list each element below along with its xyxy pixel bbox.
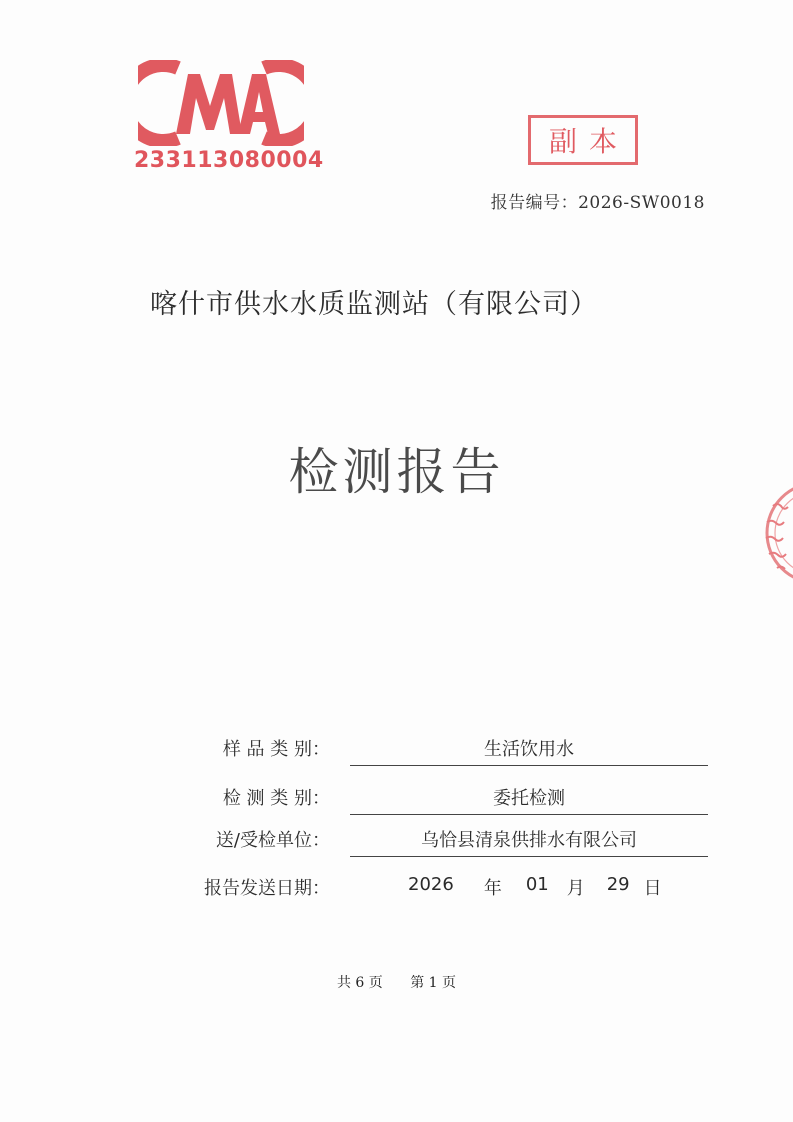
report-date-value <box>408 874 662 900</box>
date-year-unit: 年 <box>483 878 502 899</box>
field-row-report-date <box>180 874 710 914</box>
copy-stamp: 副本 <box>528 115 638 165</box>
current-page: 第 1 页 <box>410 975 457 991</box>
cma-seal <box>130 60 324 180</box>
field-value: 乌恰县清泉供排水有限公司 <box>421 830 637 851</box>
field-label: 报告发送日期： <box>204 878 330 899</box>
underline <box>350 814 708 815</box>
page-footer <box>0 972 793 992</box>
underline <box>350 765 708 766</box>
cma-certificate-number: 233113080004 <box>134 148 324 173</box>
official-seal-icon <box>755 478 793 588</box>
field-label: 样 品 类 别： <box>222 739 330 760</box>
field-value: 委托检测 <box>493 788 565 809</box>
organization-name: 喀什市供水水质监测站（有限公司） <box>150 289 598 320</box>
document-title: 检测报告 <box>288 443 505 501</box>
field-row-sample-category <box>180 735 710 775</box>
field-label: 检 测 类 别： <box>222 788 330 809</box>
field-label: 送/受检单位： <box>215 830 330 851</box>
total-pages: 共 6 页 <box>336 975 383 991</box>
underline <box>350 856 708 857</box>
field-row-test-category <box>180 784 710 824</box>
date-day-unit: 日 <box>643 878 662 899</box>
date-month-unit: 月 <box>566 878 585 899</box>
date-month: 01 <box>525 874 549 895</box>
date-day: 29 <box>606 874 630 895</box>
date-year: 2026 <box>408 874 454 895</box>
field-value: 生活饮用水 <box>484 739 574 760</box>
field-row-client-unit <box>180 826 710 866</box>
cma-logo-icon <box>138 60 304 146</box>
report-number: 报告编号：2026-SW0018 <box>490 193 705 213</box>
